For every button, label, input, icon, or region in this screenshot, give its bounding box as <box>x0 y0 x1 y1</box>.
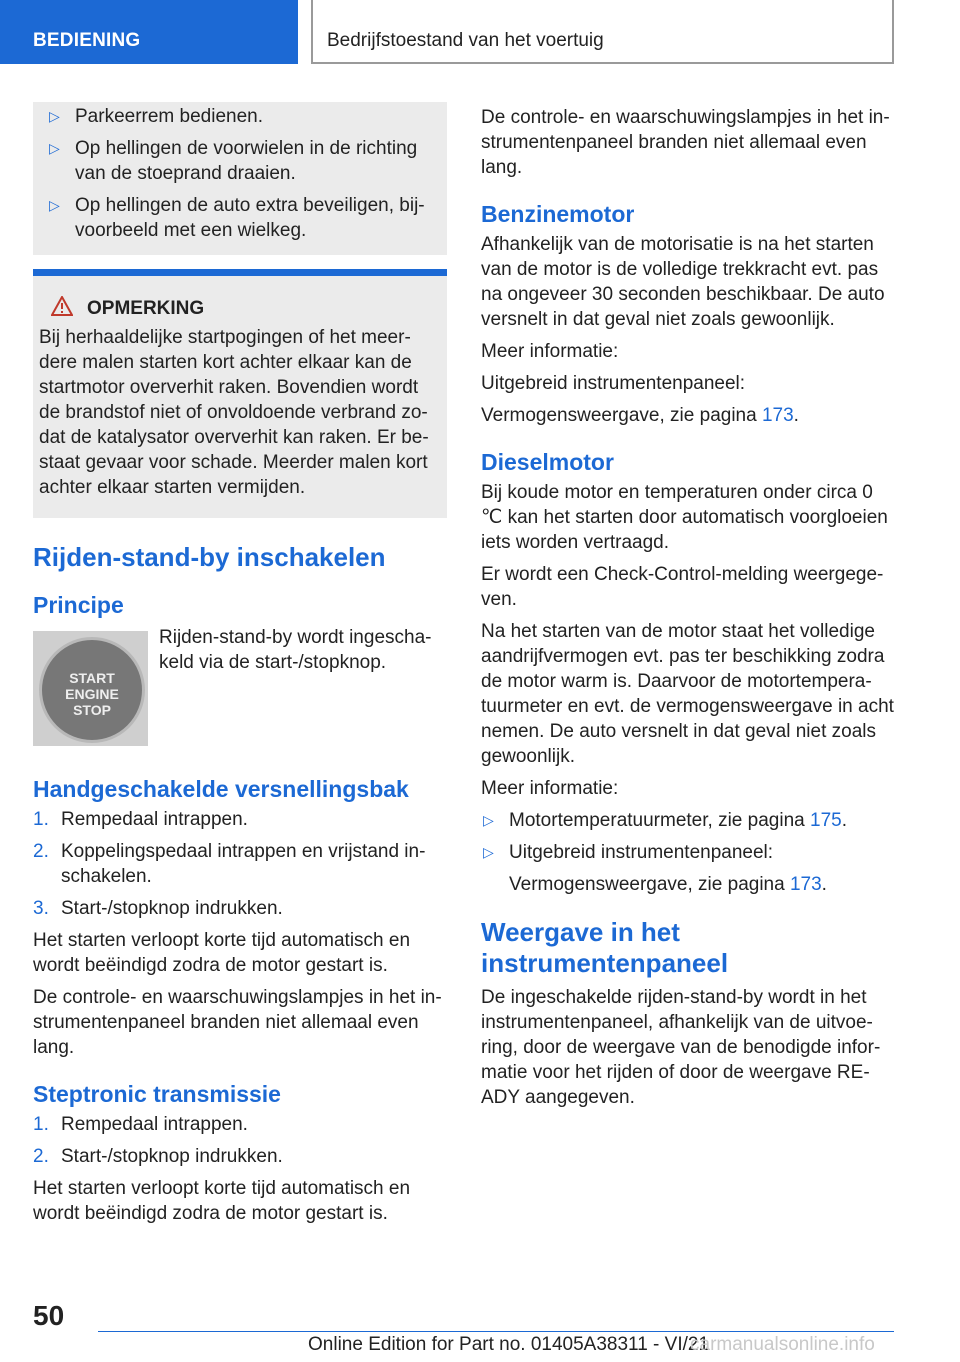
right-column <box>481 105 895 1117</box>
triangle-bullet-icon: ▷ <box>49 197 60 213</box>
start-stop-button-icon: START ENGINE STOP <box>39 637 145 743</box>
list-item: ▷ Motortemperatuurmeter, zie pagina 175. <box>483 810 847 831</box>
heading-manual: Handgeschakelde versnellingsbak <box>33 776 409 802</box>
list-item: ▷ Op hellingen de voorwielen in de richting van de stoeprand draaien. <box>49 138 418 184</box>
triangle-bullet-icon: ▷ <box>483 812 494 828</box>
bullet-box <box>33 102 447 255</box>
section-label: BEDIENING <box>33 30 141 51</box>
note-text: Bij herhaaldelijke startpogingen of het meerdere malen starten kort achter elkaar kan de startmotor oververhit raken. Bovendien wordt de brandstof niet of onvoldoende verbrand zodat de katalysator oververhit kan raken. Er bestaat gevaar voor schade. Meerder malen kort achter elkaar starten vermijden. <box>39 327 429 498</box>
footer-divider <box>98 1331 894 1332</box>
list-item: 1. Rempedaal intrappen. <box>33 1114 248 1135</box>
note-box <box>33 269 447 518</box>
list-item: ▷ Op hellingen de auto extra beveiligen, bijvoorbeeld met een wielkeg. <box>49 195 425 241</box>
list-item: 3. Start-/stopknop indrukken. <box>33 898 283 919</box>
edition-text: Online Edition for Part no. 01405A38311 - VI/21 <box>308 1334 710 1355</box>
manual-paragraph: De controle- en waarschuwingslampjes in het instrumentenpaneel branden niet allemaal even lang. <box>33 987 442 1058</box>
note-heading <box>33 296 437 321</box>
page-link[interactable]: 173 <box>761 405 794 426</box>
heading-stand-by: Rijden-stand-by inschakelen <box>33 542 386 572</box>
heading-benzine: Benzinemotor <box>481 201 635 227</box>
reference: Vermogensweergave, zie pagina 173. <box>509 874 827 895</box>
benzine-paragraph: Afhankelijk van de motorisatie is na het starten van de motor is de volledige trekkracht evt. pas na ongeveer 30 seconden beschikbaar. De auto versnelt in dat geval niet zoals gewoonlijk. <box>481 234 885 330</box>
triangle-bullet-icon: ▷ <box>49 140 60 156</box>
page-header <box>311 0 894 64</box>
principe-text: Rijden-stand-by wordt ingeschakeld via de start-/stopknop. <box>159 627 432 673</box>
meer-info: Meer informatie: <box>481 341 619 362</box>
reference-label: Uitgebreid instrumentenpaneel: <box>481 373 746 394</box>
list-item: 2. Koppelingspedaal intrappen en vrijstand inschakelen. <box>33 841 426 887</box>
watermark: carmanualsonline.info <box>690 1334 875 1355</box>
heading-diesel: Dieselmotor <box>481 449 614 475</box>
manual-paragraph: Het starten verloopt korte tijd automatisch en wordt beëindigd zodra de motor gestart is. <box>33 930 411 976</box>
heading-weergave: Weergave in het instrumentenpaneel <box>481 917 729 978</box>
left-column <box>33 102 447 1233</box>
weergave-paragraph: De ingeschakelde rijden-stand-by wordt in het instrumentenpaneel, afhankelijk van de uitvoering, door de weergave van de benodigde informatie voor het rijden of door de weergave READY aangegeven. <box>481 987 881 1108</box>
page-number: 50 <box>33 1300 65 1331</box>
diesel-paragraph: Er wordt een Check-Control-melding weergegeven. <box>481 564 884 610</box>
list-item: 1. Rempedaal intrappen. <box>33 809 248 830</box>
principe-block <box>33 625 447 753</box>
warning-icon <box>51 296 73 316</box>
list-item: ▷ Uitgebreid instrumentenpaneel: <box>483 842 774 863</box>
heading-steptronic: Steptronic transmissie <box>33 1081 281 1107</box>
page-link[interactable]: 175 <box>810 810 842 831</box>
intro-paragraph: De controle- en waarschuwingslampjes in het instrumentenpaneel branden niet allemaal even lang. <box>481 107 890 178</box>
note-title: OPMERKING <box>87 298 205 319</box>
start-button-image <box>33 631 148 746</box>
list-item: 2. Start-/stopknop indrukken. <box>33 1146 283 1167</box>
reference: Vermogensweergave, zie pagina 173. <box>481 405 799 426</box>
meer-info: Meer informatie: <box>481 778 619 799</box>
section-tab <box>0 0 298 64</box>
list-item: ▷ Parkeerrem bedienen. <box>49 106 263 127</box>
triangle-bullet-icon: ▷ <box>483 844 494 860</box>
triangle-bullet-icon: ▷ <box>49 108 60 124</box>
page-title: Bedrijfstoestand van het voertuig <box>327 30 604 51</box>
heading-principe: Principe <box>33 592 124 618</box>
diesel-paragraph: Na het starten van de motor staat het volledige aandrijfvermogen evt. pas ter beschikking zodra de motor warm is. Daarvoor de motortemperatuurmeter en evt. de vermogensweergave in acht nemen. De auto versnelt in dat geval niet zoals gewoonlijk. <box>481 621 894 767</box>
steptronic-paragraph: Het starten verloopt korte tijd automatisch en wordt beëindigd zodra de motor gestart is. <box>33 1178 411 1224</box>
diesel-paragraph: Bij koude motor en temperaturen onder circa 0 ℃ kan het starten door automatisch voorgloeien iets worden vertraagd. <box>481 482 888 553</box>
page-link[interactable]: 173 <box>789 874 822 895</box>
